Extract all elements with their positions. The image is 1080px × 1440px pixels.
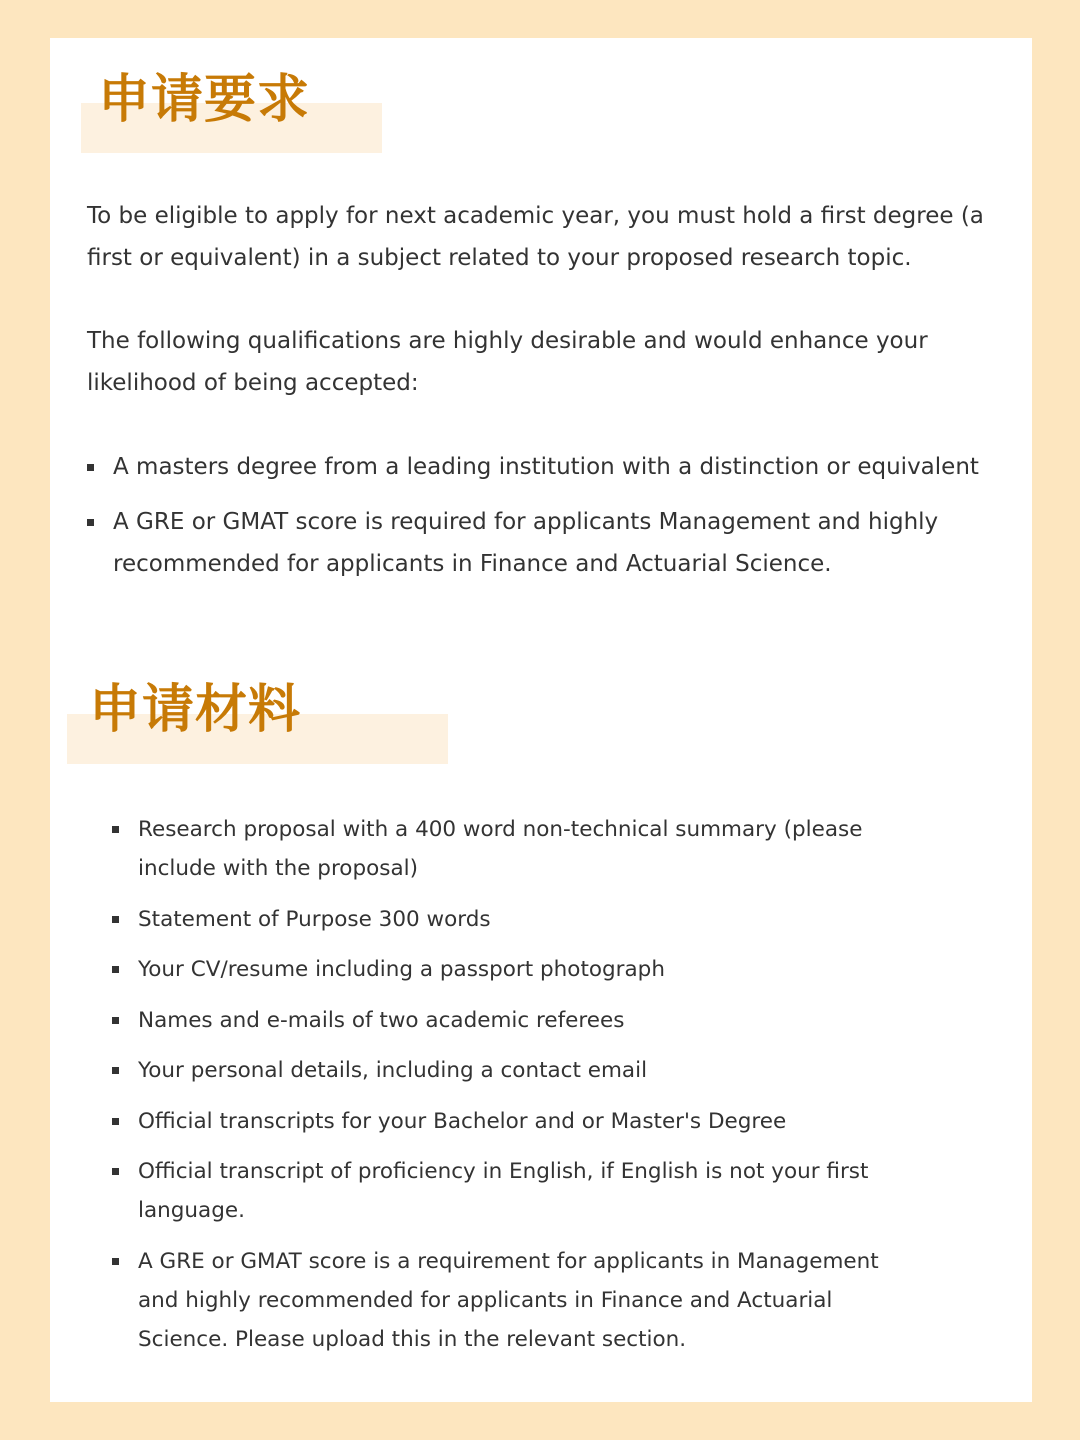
list-item: Official transcript of proficiency in English, if English is not your first language.: [112, 1152, 902, 1230]
list-item: Research proposal with a 400 word non-technical summary (please include with the proposal): [112, 810, 902, 888]
list-item: Statement of Purpose 300 words: [112, 900, 902, 939]
list-item: Official transcripts for your Bachelor and or Master's Degree: [112, 1102, 902, 1141]
section-title-requirements: 申请要求: [98, 70, 311, 130]
list-item: A masters degree from a leading institution with a distinction or equivalent: [87, 446, 992, 488]
list-item: Your personal details, including a contact email: [112, 1051, 902, 1090]
desirable-qualifications-paragraph: The following qualifications are highly desirable and would enhance your likelihood of being accepted:: [87, 328, 928, 396]
materials-list: [112, 810, 902, 1370]
section-title-materials: 申请材料: [89, 680, 302, 740]
list-item: A GRE or GMAT score is required for applicants Management and highly recommended for applicants in Finance and Actuarial Science.: [87, 501, 992, 585]
list-item: A GRE or GMAT score is a requirement for applicants in Management and highly recommended for applicants in Finance and Actuarial Science. Please upload this in the relevant section.: [112, 1242, 902, 1359]
list-item: Your CV/resume including a passport photograph: [112, 950, 902, 989]
eligibility-paragraph: To be eligible to apply for next academic year, you must hold a first degree (a first or equivalent) in a subject related to your proposed research topic.: [87, 203, 984, 271]
list-item: Names and e-mails of two academic referees: [112, 1001, 902, 1040]
qualifications-list: [87, 446, 992, 598]
